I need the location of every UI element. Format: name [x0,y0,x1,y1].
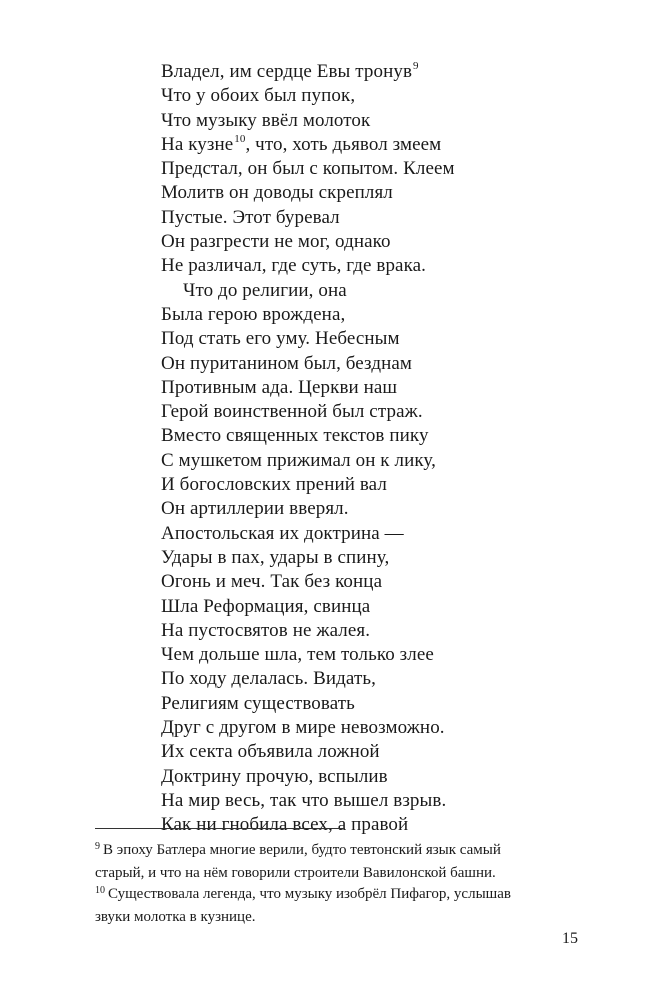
poem-line: Религиям существовать [161,692,355,714]
poem-line: Он пуританином был, безднам [161,352,413,374]
poem-line: Он артиллерии вверял. [161,498,349,520]
poem-line: Как ни гнобила всех, а правой [161,814,409,836]
footnote-9 [95,840,575,884]
poem-line: На мир весь, так что вышел взрыв. [161,789,447,811]
poem-line: Апостольская их доктрина — [161,522,404,544]
page-number: 15 [562,930,578,947]
poem-line: Вместо священных текстов пику [161,425,429,447]
footnotes [95,840,575,928]
poem-line: Под стать его уму. Небесным [161,328,400,350]
poem-line: Молитв он доводы скреплял [161,182,393,204]
poem-line: Герой воинственной был страж. [161,401,423,423]
footnote-line: старый, и что на нём говорили строители Вавилонской башни. [95,864,496,881]
poem-line: По ходу делалась. Видать, [161,668,376,690]
poem-line-indented: Что до религии, она [183,279,347,301]
poem-text [161,60,581,838]
footnote-reference[interactable]: 10 [234,132,246,145]
footnote-number: 10 [95,885,105,896]
poem-line: Чем дольше шла, тем только злее [161,644,434,666]
footnote-line: $^9$ В эпоху Батлера многие верили, будто тевтонский язык самый [95,841,501,858]
poem-line: На кузне$^{10}$, что, хоть дьявол змеем [161,132,442,155]
poem-line: На пустосвятов не жалея. [161,619,371,641]
poem-line: Не различал, где суть, где врака. [161,255,427,277]
poem-line: Он разгрести не мог, однако [161,231,391,253]
poem-line: Предстал, он был с копытом. Клеем [161,158,455,180]
poem-line: Что у обоих был пупок, [161,85,356,107]
poem-line: Пустые. Этот буревал [161,206,340,228]
poem-line: Владел, им сердце Евы тронув$^9$ [161,60,419,82]
poem-line: Шла Реформация, свинца [161,595,371,617]
poem-line: И богословских прений вал [161,474,387,496]
footnote-number: 9 [95,841,100,852]
footnote-line: $^{10}$ Существовала легенда, что музыку изобрёл Пифагор, услышав [95,885,511,902]
footnote-10 [95,884,575,928]
poem-line: Друг с другом в мире невозможно. [161,717,445,739]
poem-line: Их секта объявила ложной [161,741,380,763]
footnote-reference[interactable]: 9 [413,60,419,72]
poem-line: Удары в пах, удары в спину, [161,546,390,568]
poem-line: Огонь и меч. Так без конца [161,571,383,593]
footnote-divider [95,828,345,829]
poem-line: Противным ада. Церкви наш [161,376,398,398]
poem-line: Доктрину прочую, вспылив [161,765,388,787]
poem-line: Что музыку ввёл молоток [161,109,371,131]
poem-line: Была герою врождена, [161,303,346,325]
poem-line: С мушкетом прижимал он к лику, [161,449,436,471]
footnote-line: звуки молотка в кузнице. [95,908,256,925]
